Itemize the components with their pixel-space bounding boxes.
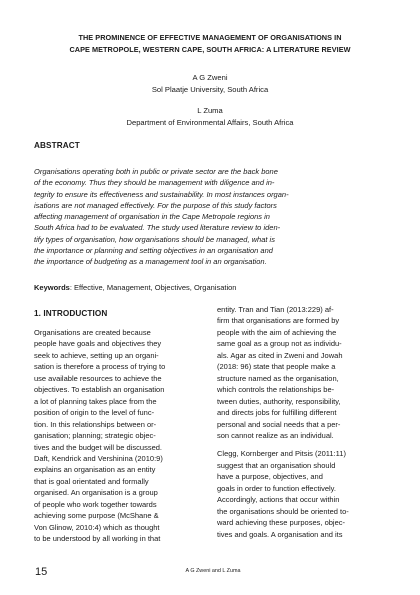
body-line: Organisations are created because [34, 328, 151, 337]
body-line: people have goals and objectives they [34, 339, 162, 349]
running-footer-authors: A G Zweni and L Zuma [185, 568, 241, 574]
author-affiliation: Department of Environmental Affairs, South Africa [126, 118, 294, 127]
abstract-line: tegrity to ensure its effectiveness and sustainability. In most instances organ- [34, 189, 289, 199]
body-line: the organisations should be oriented to- [217, 506, 349, 516]
title-line: CAPE METROPOLE, WESTERN CAPE, SOUTH AFRICA: A LITERATURE REVIEW [69, 44, 351, 54]
author-affiliation: Sol Plaatje University, South Africa [151, 85, 269, 94]
abstract-line: tify types of organisation, how organisations should be managed, what is [34, 234, 275, 244]
body-line: Daft, Kendrick and Vershinina (2010:9) [34, 453, 163, 463]
abstract-line: the importance or planning and setting objectives in an organisation and [34, 246, 273, 256]
introduction-heading: 1. INTRODUCTION [34, 309, 108, 318]
abstract-line: affecting management of organisation in the Cape Metropole regions in [34, 212, 270, 222]
body-line: achieving some purpose (McShane & [34, 511, 159, 521]
body-line: of people who work together towards [34, 499, 157, 509]
body-line: people with the aim of achieving the [217, 327, 337, 337]
body-line: ganisation; planning; strategic objec- [34, 431, 156, 441]
keywords-label: Keywords [34, 283, 70, 292]
paper-title [30, 32, 390, 55]
abstract-line: the importance of budgeting as a management tool in an organisation. [34, 257, 267, 267]
body-line: same goal as a group not as individu- [217, 339, 342, 349]
abstract-line: South Africa had to be evaluated. The study used literature review to iden- [34, 223, 281, 233]
author-block-1 [30, 72, 390, 96]
keywords [34, 282, 236, 293]
paragraph-gap [217, 441, 385, 448]
right-column [217, 304, 385, 540]
body-line: seek to achieve, setting up an organi- [34, 350, 159, 360]
author-block-2 [30, 105, 390, 129]
body-line: sation is therefore a process of trying to [34, 362, 166, 372]
body-line: tion. In this relationships between or- [34, 419, 157, 429]
page-number: 15 [35, 566, 48, 578]
body-line: firm that organisations are formed by [217, 316, 340, 326]
author-name: L Zuma [197, 106, 223, 115]
author-name: A G Zweni [192, 73, 228, 82]
body-line: (2018: 96) state that people make a [217, 362, 336, 372]
body-line: position of origin to the level of func- [34, 408, 155, 418]
body-line: Clegg, Kornberger and Pitsis (2011:11) [217, 449, 346, 459]
body-line: to be understood by all working in that [34, 534, 161, 544]
body-line: tives and goals. A organisation and its [217, 529, 343, 539]
body-line: that is goal orientated and formally [34, 476, 149, 486]
title-line: THE PROMINENCE OF EFFECTIVE MANAGEMENT OF ORGANISATIONS IN [78, 33, 342, 42]
keywords-text: : Effective, Management, Objectives, Organisation [69, 283, 237, 292]
body-line: have a purpose, objectives, and [217, 472, 323, 482]
abstract-line: of the economy. Thus they should be management with diligence and in- [34, 178, 275, 188]
body-line: tives and the budget will be discussed. [34, 442, 162, 452]
body-line: and directs jobs for fulfilling different [217, 408, 337, 418]
left-column [34, 327, 202, 545]
body-line: structure named as the organisation, [217, 373, 339, 383]
body-line: tween duties, authority, responsibility, [217, 396, 341, 406]
body-line: Accordingly, actions that occur within [217, 495, 340, 505]
body-line: goals in order to function effectively. [217, 483, 336, 493]
body-line: use available resources to achieve the [34, 373, 162, 383]
body-line: which controls the relationships be- [217, 385, 335, 395]
body-line: als. Agar as cited in Zweni and Jowah [217, 350, 343, 360]
body-line: entity. Tran and Tian (2013:229) af- [217, 305, 334, 314]
abstract-line: isations are not managed effectively. For the purpose of this study factors [34, 200, 277, 210]
body-line: personal and social needs that a per- [217, 419, 341, 429]
abstract-line: Organisations operating both in public or private sector are the back bone [34, 167, 278, 176]
abstract-text [34, 166, 386, 268]
body-line: objectives. To establish an organisation [34, 385, 165, 395]
body-line: Von Glinow, 2010:4) which as thought [34, 522, 160, 532]
body-line: a lot of planning takes place from the [34, 396, 157, 406]
body-line: son cannot realize as an individual. [217, 430, 334, 440]
abstract-heading: ABSTRACT [34, 141, 80, 150]
body-line: suggest that an organisation should [217, 460, 336, 470]
body-line: explains an organisation as an entity [34, 465, 156, 475]
body-line: organised. An organisation is a group [34, 488, 158, 498]
body-line: ward achieving these purposes, objec- [217, 518, 345, 528]
